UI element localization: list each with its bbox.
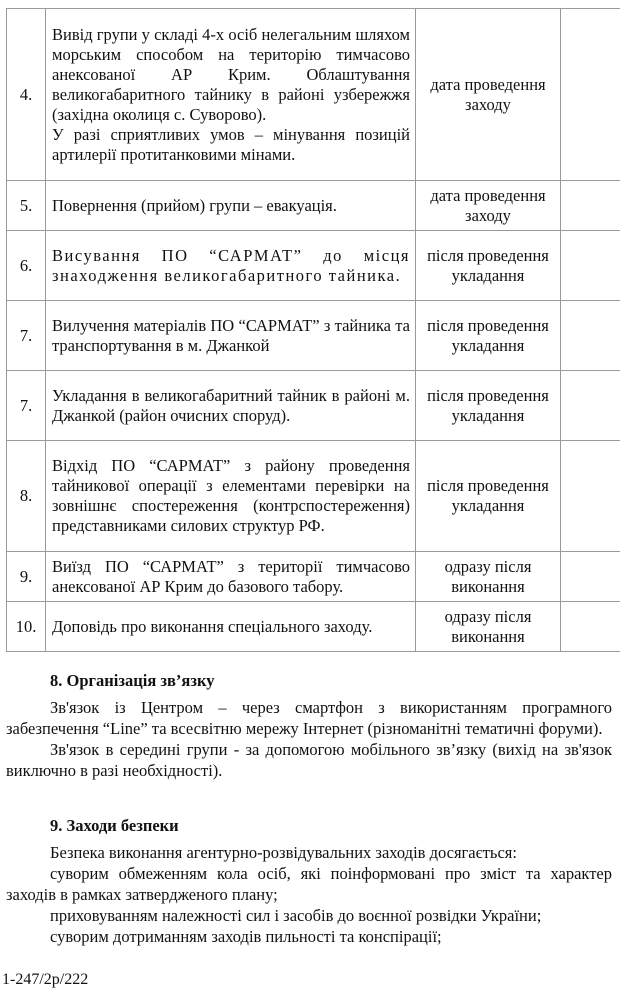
row-term: після проведення укладання: [416, 231, 561, 301]
row-mark-cell: [561, 181, 620, 231]
action-text: Повернення (прийом) групи – евакуація.: [52, 195, 337, 215]
action-text: У разі сприятливих умов – мінування позицій артилерії протитанковими мінами.: [52, 124, 410, 164]
list-item: суворим обмеженням кола осіб, які поінформовані про зміст та характер заходів в рамках затвердженого плану;: [6, 864, 612, 904]
row-mark-cell: [561, 231, 620, 301]
row-number: 8.: [7, 441, 46, 552]
row-mark-cell: [561, 441, 620, 552]
row-mark-cell: [561, 552, 620, 602]
row-number: 6.: [7, 231, 46, 301]
row-action: [46, 231, 416, 301]
action-text: Вивід групи у складі 4-х осіб нелегальним шляхом морським способом на територію тимчасово анексованої АР Крим. Облаштування великогабаритного тайнику в районі узбережжя (західна околиця с. Суворово).: [52, 24, 410, 124]
action-text: Виїзд ПО “САРМАТ” з території тимчасово анексованої АР Крим до базового табору.: [52, 556, 410, 596]
action-text: Доповідь про виконання спеціального заходу.: [52, 616, 373, 636]
table-row: [7, 181, 620, 231]
row-action: [46, 9, 416, 181]
list-item: приховуванням належності сил і засобів до воєнної розвідки України;: [50, 906, 542, 925]
row-term: одразу після виконання: [416, 552, 561, 602]
row-term: дата проведення заходу: [416, 181, 561, 231]
paragraph: Зв'язок в середині групи - за допомогою мобільного зв’язку (вихід на зв'язок виключно в разі необхідності).: [6, 740, 612, 780]
row-number: 4.: [7, 9, 46, 181]
row-number: 9.: [7, 552, 46, 602]
row-action: [46, 301, 416, 371]
row-action: [46, 441, 416, 552]
list-item: суворим дотриманням заходів пильності та конспірації;: [50, 927, 442, 946]
measures-table: [6, 8, 620, 652]
paragraph: Безпека виконання агентурно-розвідувальних заходів досягається:: [50, 843, 517, 862]
table-row: [7, 552, 620, 602]
row-term: дата проведення заходу: [416, 9, 561, 181]
table-row: [7, 602, 620, 652]
table-row: [7, 301, 620, 371]
row-term: після проведення укладання: [416, 371, 561, 441]
row-mark-cell: [561, 602, 620, 652]
table-row: [7, 9, 620, 181]
section-security: [6, 815, 612, 947]
document-number: 1-247/2р/222: [2, 971, 89, 988]
row-mark-cell: [561, 301, 620, 371]
section-communication: [6, 670, 612, 781]
row-action: [46, 371, 416, 441]
row-term: після проведення укладання: [416, 441, 561, 552]
row-mark-cell: [561, 371, 620, 441]
row-action: [46, 552, 416, 602]
row-action: [46, 602, 416, 652]
row-number: 10.: [7, 602, 46, 652]
section-heading: 9. Заходи безпеки: [50, 816, 179, 835]
row-number: 5.: [7, 181, 46, 231]
section-heading: 8. Організація зв’язку: [50, 671, 215, 690]
action-text: Відхід ПО “САРМАТ” з району проведення тайникової операції з елементами перевірки на зовнішнє спостереження (контрспостереження) представниками силових структур РФ.: [52, 456, 410, 535]
action-text: Укладання в великогабаритний тайник в районі м. Джанкой (район очисних споруд).: [52, 385, 410, 425]
row-term: після проведення укладання: [416, 301, 561, 371]
action-text: Вилучення матеріалів ПО “САРМАТ” з тайника та транспортування в м. Джанкой: [52, 315, 410, 355]
table-row: [7, 231, 620, 301]
row-action: [46, 181, 416, 231]
paragraph: Зв'язок із Центром – через смартфон з використанням програмного забезпечення “Line” та всесвітню мережу Інтернет (різноманітні тематичні форуми).: [6, 698, 612, 738]
table-row: [7, 441, 620, 552]
row-number: 7.: [7, 301, 46, 371]
row-number: 7.: [7, 371, 46, 441]
row-term: одразу після виконання: [416, 602, 561, 652]
row-mark-cell: [561, 9, 620, 181]
action-text: Висування ПО “САРМАТ” до місця знаходження великогабаритного тайника.: [52, 245, 410, 285]
table-row: [7, 371, 620, 441]
